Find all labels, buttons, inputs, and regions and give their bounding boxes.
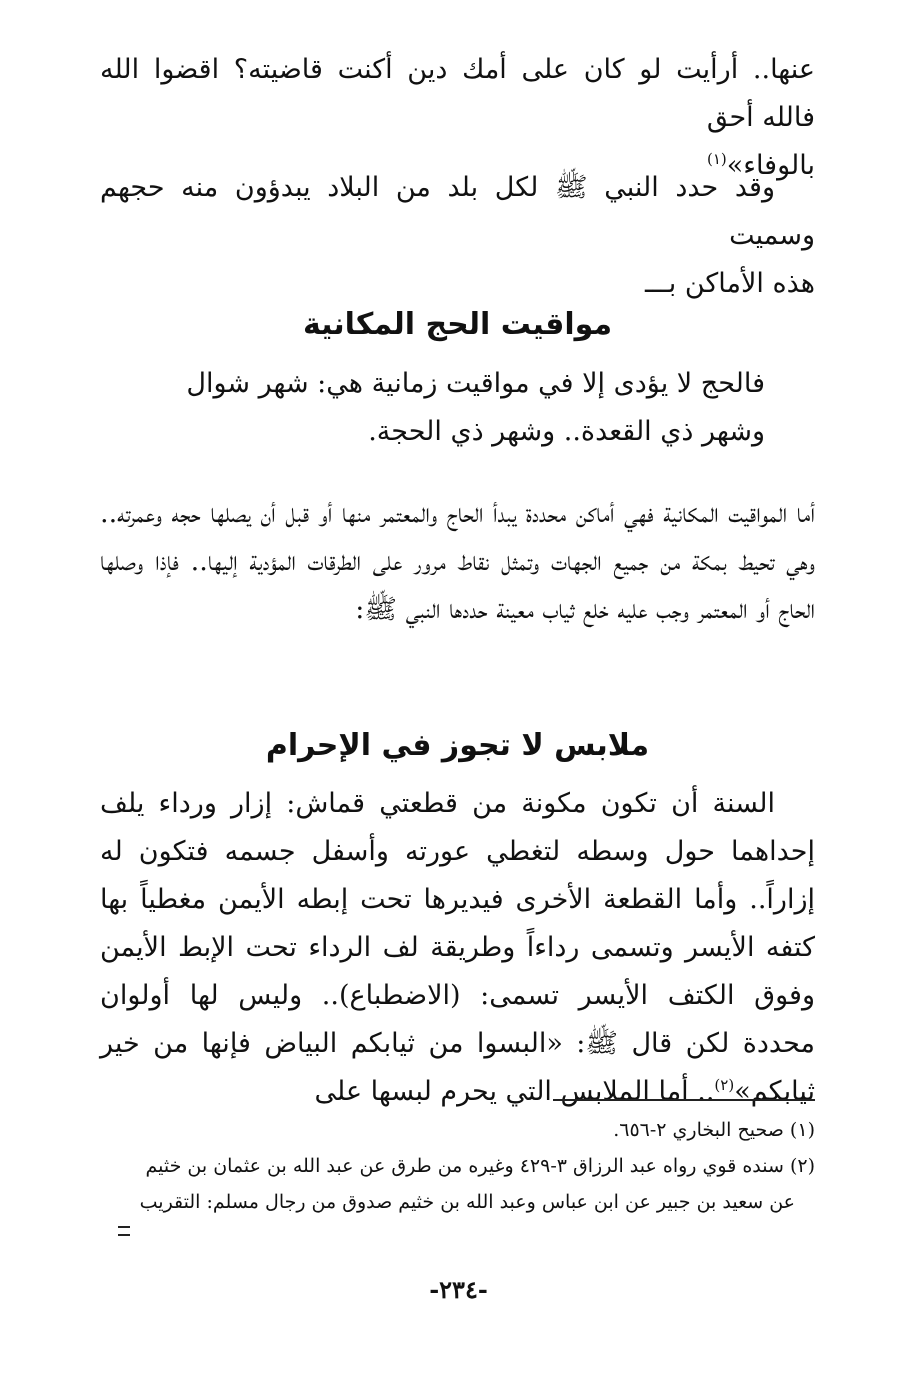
intro-paragraph-line-1: وقد حدد النبي ﷺ لكل بلد من البلاد يبدؤون منه حجهم وسميت — [100, 172, 815, 251]
clothes-paragraph-main: السنة أن تكون مكونة من قطعتي قماش: إزار ورداء يلف إحداهما حول وسطه لتغطي عورته وأسفل جسمه فتكون له إزاراً.. وأما القطعة الأخرى فيديرها تحت إبطه الأيمن مغطياً بها كتفه الأيسر وتسمى رداءاً وطريقة لف الرداء تحت الإبط الأيمن وفوق الكتف الأيسر تسمى: (الاضطباع).. وليس لها أولوان محددة لكن قال ﷺ: «البسوا من ثيابكم البياض فإنها من خير ثيابكم» — [100, 788, 815, 1107]
page-number: -٢٣٤- — [429, 1275, 488, 1304]
time-paragraph-line-2: وشهر ذي القعدة.. وشهر ذي الحجة. — [368, 416, 765, 447]
intro-paragraph-line-2: هذه الأماكن بـــ — [645, 268, 815, 299]
section-heading-ihram-clothing: ملابس لا تجوز في الإحرام — [265, 728, 650, 763]
time-paragraph-line-1: فالحج لا يؤدى إلا في مواقيت زمانية هي: شهر شوال — [186, 368, 765, 399]
places-paragraph — [100, 490, 815, 634]
top-paragraph-line-2-text: بالوفاء» — [726, 150, 815, 181]
time-paragraph — [100, 360, 815, 456]
footnote-separator — [553, 1099, 815, 1101]
clothes-paragraph — [100, 780, 815, 1116]
footnote-ref-1: (١) — [706, 150, 727, 168]
footnote-ref-2: (٢) — [714, 1076, 735, 1094]
footnote-2-line-1: (٢) سنده قوي رواه عبد الرزاق ٣-٤٢٩ وغيره من طرق عن عبد الله بن عثمان بن خثيم — [145, 1155, 815, 1177]
top-paragraph-line-1: عنها.. أرأيت لو كان على أمك دين أكنت قاضيته؟ اقضوا الله فالله أحق — [100, 54, 815, 133]
section-heading-spatial-miqat: مواقيت الحج المكانية — [302, 307, 613, 342]
places-paragraph-text: أما المواقيت المكانية فهي أماكن محددة يبدأ الحاج والمعتمر منها أو قبل أن يصلها حجه وعمرته.. وهي تحيط بمكة من جميع الجهات وتمثل نقاط مرور على الطرقات المؤدية إليها.. فإذا وصلها الحاج أو المعتمر وجب عليه خلع ثياب معينة حددها النبي ﷺ: — [100, 498, 815, 625]
clothes-paragraph-text — [100, 780, 815, 1116]
footnote-1: (١) صحيح البخاري ٢-٦٥٦. — [613, 1119, 815, 1141]
footnotes — [100, 1112, 815, 1220]
clothes-paragraph-tail: .. أما الملابس التي يحرم لبسها على — [314, 1076, 715, 1107]
continuation-mark — [118, 1226, 130, 1236]
intro-paragraph — [100, 164, 815, 308]
footnote-2-line-2: عن سعيد بن جبير عن ابن عباس وعبد الله بن خثيم صدوق من رجال مسلم: التقريب — [139, 1191, 795, 1213]
